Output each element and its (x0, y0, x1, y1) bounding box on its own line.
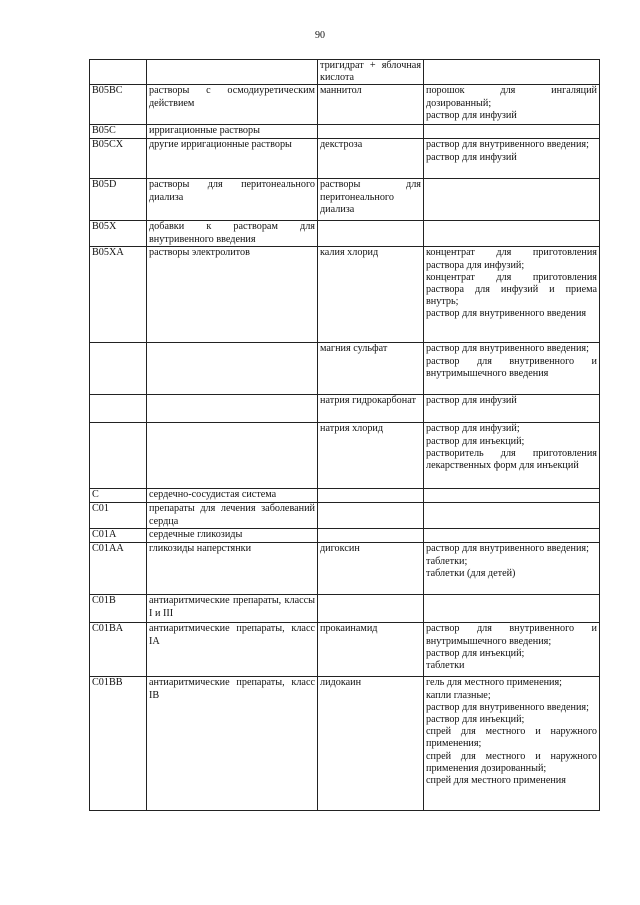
forms-cell (424, 529, 600, 543)
dosage-form: раствор для внутривенного введения; (426, 701, 589, 713)
table-row (90, 489, 600, 503)
atc-code-cell: C01A (90, 529, 147, 543)
drug-cell: растворы для перитонеального диализа (318, 179, 424, 221)
forms-cell (424, 247, 600, 343)
forms-cell (424, 343, 600, 395)
table-row (90, 677, 600, 811)
group-cell: растворы с осмодиуретическим действием (147, 85, 318, 125)
forms-cell (424, 125, 600, 139)
table-row (90, 60, 600, 85)
drug-cell: натрия гидрокарбонат (318, 395, 424, 423)
atc-code-cell: C01 (90, 503, 147, 529)
drug-cell: калия хлорид (318, 247, 424, 343)
atc-code-cell: B05C (90, 125, 147, 139)
table-row (90, 395, 600, 423)
dosage-form: раствор для инфузий (426, 109, 517, 121)
drug-cell (318, 595, 424, 623)
dosage-form: растворитель для приготовления лекарственных форм для инъекций (426, 447, 597, 472)
group-cell (147, 60, 318, 85)
atc-code-cell (90, 60, 147, 85)
drug-cell (318, 125, 424, 139)
dosage-form: спрей для местного и наружного применения дозированный; (426, 750, 597, 774)
table-row (90, 125, 600, 139)
dosage-form: раствор для инъекций; (426, 647, 525, 659)
drug-cell: прокаинамид (318, 623, 424, 677)
atc-code-cell: B05D (90, 179, 147, 221)
group-cell (147, 343, 318, 395)
atc-code-cell (90, 395, 147, 423)
group-cell: растворы для перитонеального диализа (147, 179, 318, 221)
group-cell: сердечные гликозиды (147, 529, 318, 543)
dosage-form: таблетки; (426, 555, 468, 567)
table-row (90, 85, 600, 125)
forms-cell (424, 489, 600, 503)
group-cell: растворы электролитов (147, 247, 318, 343)
atc-code-cell: B05X (90, 221, 147, 247)
atc-code-cell: B05XA (90, 247, 147, 343)
forms-cell (424, 503, 600, 529)
table-row (90, 623, 600, 677)
group-cell: добавки к растворам для внутривенного введения (147, 221, 318, 247)
dosage-form: спрей для местного применения (426, 775, 566, 787)
forms-cell (424, 221, 600, 247)
dosage-form: таблетки (для детей) (426, 567, 516, 579)
dosage-form: раствор для внутривенного введения (426, 308, 587, 320)
drug-table (89, 59, 600, 811)
drug-cell (318, 503, 424, 529)
forms-cell (424, 623, 600, 677)
table-row (90, 529, 600, 543)
forms-cell (424, 423, 600, 489)
dosage-form: раствор для инфузий (426, 395, 517, 407)
drug-cell: натрия хлорид (318, 423, 424, 489)
forms-cell (424, 85, 600, 125)
dosage-form: спрей для местного и наружного применения; (426, 726, 597, 750)
dosage-form: раствор для внутривенного введения; (426, 343, 589, 355)
dosage-form: гель для местного применения; (426, 677, 563, 689)
drug-cell: лидокаин (318, 677, 424, 811)
group-cell: антиаритмические препараты, класс IB (147, 677, 318, 811)
dosage-form: раствор для внутривенного и внутримышечного введения; (426, 623, 597, 647)
group-cell: антиаритмические препараты, классы I и III (147, 595, 318, 623)
dosage-form: концентрат для приготовления раствора для инфузий и приема внутрь; (426, 271, 597, 308)
dosage-form: таблетки (426, 660, 465, 672)
forms-cell (424, 179, 600, 221)
dosage-form: раствор для инфузий; (426, 423, 520, 435)
dosage-form: раствор для инфузий (426, 151, 517, 163)
forms-cell (424, 543, 600, 595)
group-cell: сердечно-сосудистая система (147, 489, 318, 503)
group-cell: антиаритмические препараты, класс IA (147, 623, 318, 677)
table-row (90, 221, 600, 247)
dosage-form: раствор для внутривенного введения; (426, 139, 589, 151)
drug-cell: тригидрат + яблочная кислота (318, 60, 424, 85)
forms-cell (424, 60, 600, 85)
dosage-form: раствор для внутривенного введения; (426, 543, 589, 555)
atc-code-cell: C01B (90, 595, 147, 623)
dosage-form: капли глазные; (426, 689, 491, 701)
table-row (90, 179, 600, 221)
dosage-form: концентрат для приготовления раствора для инфузий; (426, 247, 597, 271)
drug-cell (318, 489, 424, 503)
drug-cell (318, 221, 424, 247)
atc-code-cell (90, 423, 147, 489)
group-cell: препараты для лечения заболеваний сердца (147, 503, 318, 529)
drug-cell: декстроза (318, 139, 424, 179)
forms-cell (424, 139, 600, 179)
drug-cell: дигоксин (318, 543, 424, 595)
atc-code-cell (90, 343, 147, 395)
atc-code-cell: B05BC (90, 85, 147, 125)
table-row (90, 139, 600, 179)
dosage-form: раствор для инъекций; (426, 714, 525, 726)
atc-code-cell: C (90, 489, 147, 503)
atc-code-cell: C01BA (90, 623, 147, 677)
table-row (90, 543, 600, 595)
group-cell: ирригационные растворы (147, 125, 318, 139)
forms-cell (424, 595, 600, 623)
table-row (90, 595, 600, 623)
table-row (90, 423, 600, 489)
table-row (90, 343, 600, 395)
drug-cell: магния сульфат (318, 343, 424, 395)
table-row (90, 247, 600, 343)
dosage-form: раствор для инъекций; (426, 435, 525, 447)
atc-code-cell: C01BB (90, 677, 147, 811)
group-cell: другие ирригационные растворы (147, 139, 318, 179)
group-cell (147, 395, 318, 423)
group-cell (147, 423, 318, 489)
drug-cell: маннитол (318, 85, 424, 125)
forms-cell (424, 677, 600, 811)
dosage-form: раствор для внутривенного и внутримышечного введения (426, 355, 597, 379)
forms-cell (424, 395, 600, 423)
drug-cell (318, 529, 424, 543)
dosage-form: порошок для ингаляций дозированный; (426, 85, 597, 109)
page-number: 90 (315, 30, 325, 41)
atc-code-cell: B05CX (90, 139, 147, 179)
atc-code-cell: C01AA (90, 543, 147, 595)
group-cell: гликозиды наперстянки (147, 543, 318, 595)
table-row (90, 503, 600, 529)
